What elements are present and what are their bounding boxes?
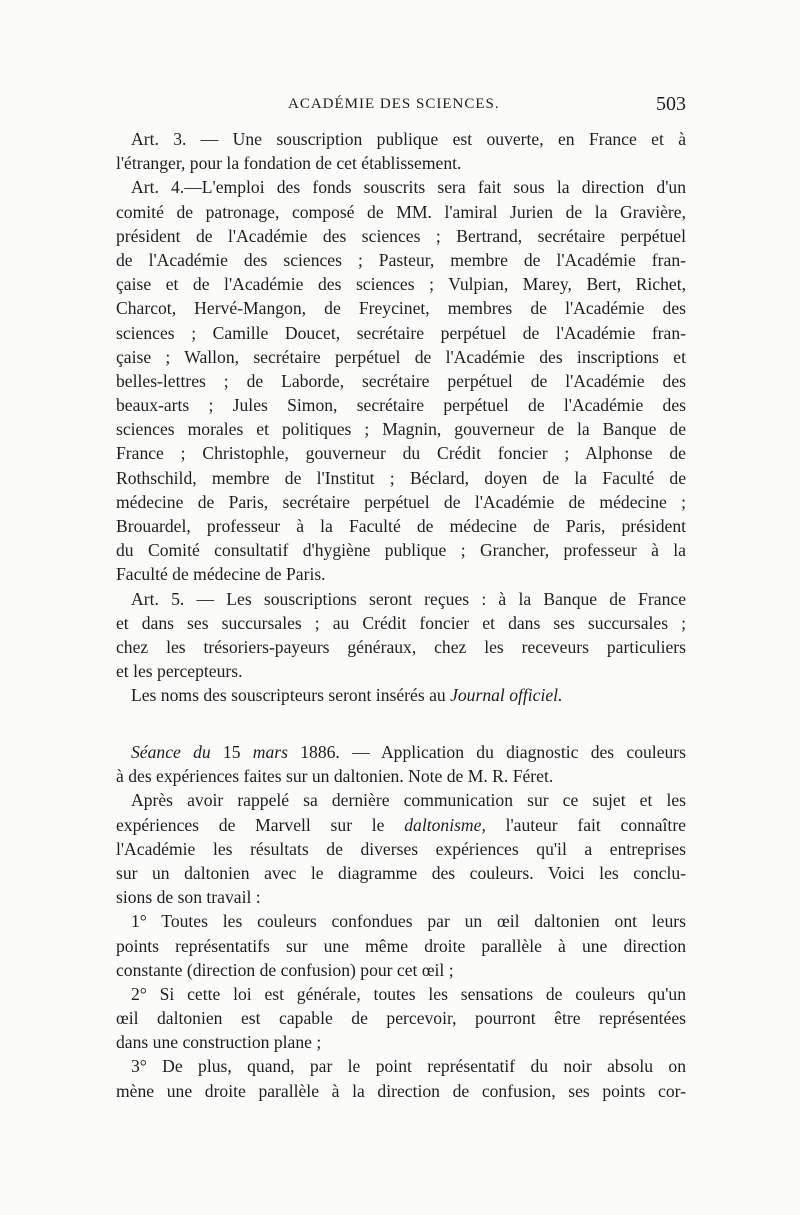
text-line: Faculté de médecine de Paris. (116, 564, 326, 585)
text-line: sur un daltonien avec le diagramme des couleurs. Voici les conclu- (116, 862, 686, 883)
text-line: Art. 3. — Une souscription publique est ouverte, en France et à (131, 129, 686, 149)
text-line: 2° Si cette loi est générale, toutes les sensations de couleurs qu'un (131, 983, 686, 1004)
session-month: mars (252, 742, 288, 762)
text-line: sciences ; Camille Doucet, secrétaire perpétuel de l'Académie fran- (116, 322, 686, 343)
text-line: médecine de Paris, secrétaire perpétuel de l'Académie de médecine ; (116, 491, 686, 512)
text-run: 15 (210, 742, 253, 762)
text-line: 3° De plus, quand, par le point représentatif du noir absolu on (131, 1056, 686, 1077)
articles-section (116, 127, 686, 708)
session-heading-line (116, 740, 686, 764)
text-line: çaise et de l'Académie des sciences ; Vulpian, Marey, Bert, Richet, (116, 274, 686, 295)
text-line (116, 813, 686, 837)
text-run: expériences de Marvell sur le (116, 814, 405, 835)
text-line: président de l'Académie des sciences ; Bertrand, secrétaire perpétuel (116, 225, 686, 246)
text-line: chez les trésoriers-payeurs généraux, chez les receveurs particuliers (116, 636, 686, 657)
text-line: Art. 4.—L'emploi des fonds souscrits sera fait sous la direction d'un (131, 177, 686, 198)
text-line: France ; Christophle, gouverneur du Crédit foncier ; Alphonse de (116, 443, 686, 464)
text-line: œil daltonien est capable de percevoir, pourront être représentées (116, 1008, 686, 1029)
text-line: beaux-arts ; Jules Simon, secrétaire perpétuel de l'Académie des (116, 395, 686, 416)
text-line: comité de patronage, composé de MM. l'amiral Jurien de la Gravière, (116, 201, 686, 222)
page-number: 503 (656, 93, 686, 115)
text-line: dans une construction plane ; (116, 1032, 322, 1053)
text-line: 1° Toutes les couleurs confondues par un œil daltonien ont leurs (131, 911, 686, 932)
seance-section (116, 740, 686, 1103)
text-line: de l'Académie des sciences ; Pasteur, membre de l'Académie fran- (116, 249, 686, 270)
running-head-title: ACADÉMIE DES SCIENCES. (288, 96, 500, 112)
text-line: Charcot, Hervé-Mangon, de Freycinet, membres de l'Académie des (116, 298, 686, 319)
italic-term: daltonisme, (404, 814, 486, 835)
text-line: et dans ses succursales ; au Crédit foncier et dans ses succursales ; (116, 612, 686, 633)
journal-title: Journal officiel. (450, 685, 563, 706)
text-run: l'auteur fait connaître (485, 814, 686, 835)
text-line: Rothschild, membre de l'Institut ; Béclard, doyen de la Faculté de (116, 467, 686, 488)
text-line: points représentatifs sur une même droite parallèle à une direction (116, 935, 686, 956)
text-line: à des expériences faites sur un daltonien. Note de M. R. Féret. (116, 766, 554, 787)
text-run: 1886. — Application du diagnostic des couleurs (287, 742, 686, 762)
text-line: l'étranger, pour la fondation de cet établissement. (116, 153, 462, 174)
text-line: constante (direction de confusion) pour cet œil ; (116, 959, 454, 980)
text-line: Brouardel, professeur à la Faculté de médecine de Paris, président (116, 516, 686, 536)
text-line: çaise ; Wallon, secrétaire perpétuel de l'Académie des inscriptions et (116, 346, 686, 367)
session-label: Séance du (131, 742, 211, 762)
text-line: l'Académie les résultats de diverses expériences qu'il a entreprises (116, 838, 686, 859)
text-line: et les percepteurs. (116, 661, 243, 682)
text-line: mène une droite parallèle à la direction de confusion, ses points cor- (116, 1080, 686, 1101)
text-line: Art. 5. — Les souscriptions seront reçues : à la Banque de France (131, 588, 686, 609)
text-line: sions de son travail : (116, 887, 261, 908)
running-head (116, 93, 686, 117)
text-line: du Comité consultatif d'hygiène publique ; Grancher, professeur à la (116, 540, 686, 561)
text-line (116, 683, 686, 707)
text-run: Les noms des souscripteurs seront insérés au (131, 685, 451, 706)
text-line: Après avoir rappelé sa dernière communication sur ce sujet et les (131, 790, 686, 811)
text-line: sciences morales et politiques ; Magnin, gouverneur de la Banque de (116, 419, 686, 440)
text-line: belles-lettres ; de Laborde, secrétaire perpétuel de l'Académie des (116, 370, 686, 391)
